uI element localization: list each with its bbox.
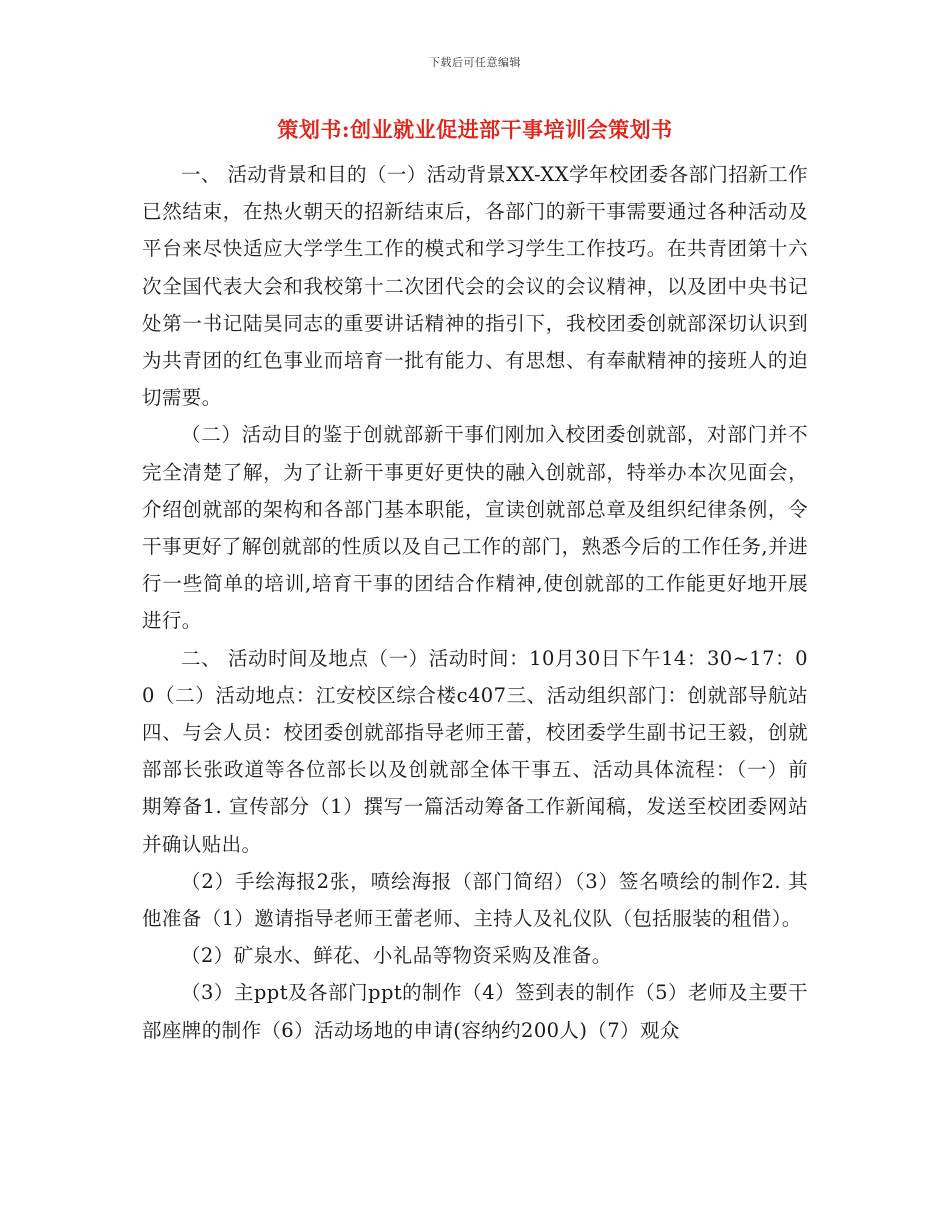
document-body [142, 156, 808, 1049]
document-title: 策划书:创业就业促进部干事培训会策划书 [277, 117, 673, 142]
paragraph-time-location: 二、 活动时间及地点（一）活动时间：10月30日下午14：30~17：00（二）活动地点：江安校区综合楼c407三、活动组织部门：创就部导航站四、与会人员：校团委创就部指导老师王蕾，校团委学生副书记王毅，创就部部长张政道等各位部长以及创就部全体干事五、活动具体流程：（一）前期筹备1. 宣传部分（1）撰写一篇活动筹备工作新闻稿，发送至校团委网站并确认贴出。 [142, 646, 808, 856]
paragraph-posters: （2）手绘海报2张，喷绘海报（部门简绍）（3）签名喷绘的制作2. 其他准备（1）邀请指导老师王蕾老师、主持人及礼仪队（包括服装的租借）。 [142, 869, 808, 931]
paragraph-background: 一、 活动背景和目的（一）活动背景XX-XX学年校团委各部门招新工作已然结束，在热火朝天的招新结束后，各部门的新干事需要通过各种活动及平台来尽快适应大学学生工作的模式和学习学生工作技巧。在共青团第十六次全国代表大会和我校第十二次团代会的会议的会议精神，以及团中央书记处第一书记陆昊同志的重要讲话精神的指引下，我校团委创就部深切认识到为共青团的红色事业而培育一批有能力、有思想、有奉献精神的接班人的迫切需要。 [142, 163, 808, 410]
header-note: 下载后可任意编辑 [429, 56, 521, 69]
paragraph-purpose: （二）活动目的鉴于创就部新干事们刚加入校团委创就部，对部门并不完全清楚了解，为了让新干事更好更快的融入创就部，特举办本次见面会，介绍创就部的架构和各部门基本职能，宣读创就部总章及组织纪律条例，令干事更好了解创就部的性质以及自己工作的部门，熟悉今后的工作任务,并进行一些简单的培训,培育干事的团结合作精神,使创就部的工作能更好地开展进行。 [142, 423, 808, 633]
paragraph-supplies: （2）矿泉水、鲜花、小礼品等物资采购及准备。 [181, 944, 612, 968]
paragraph-preparation: （3）主ppt及各部门ppt的制作（4）签到表的制作（5）老师及主要干部座牌的制作（6）活动场地的申请(容纳约200人)（7）观众 [142, 981, 808, 1042]
